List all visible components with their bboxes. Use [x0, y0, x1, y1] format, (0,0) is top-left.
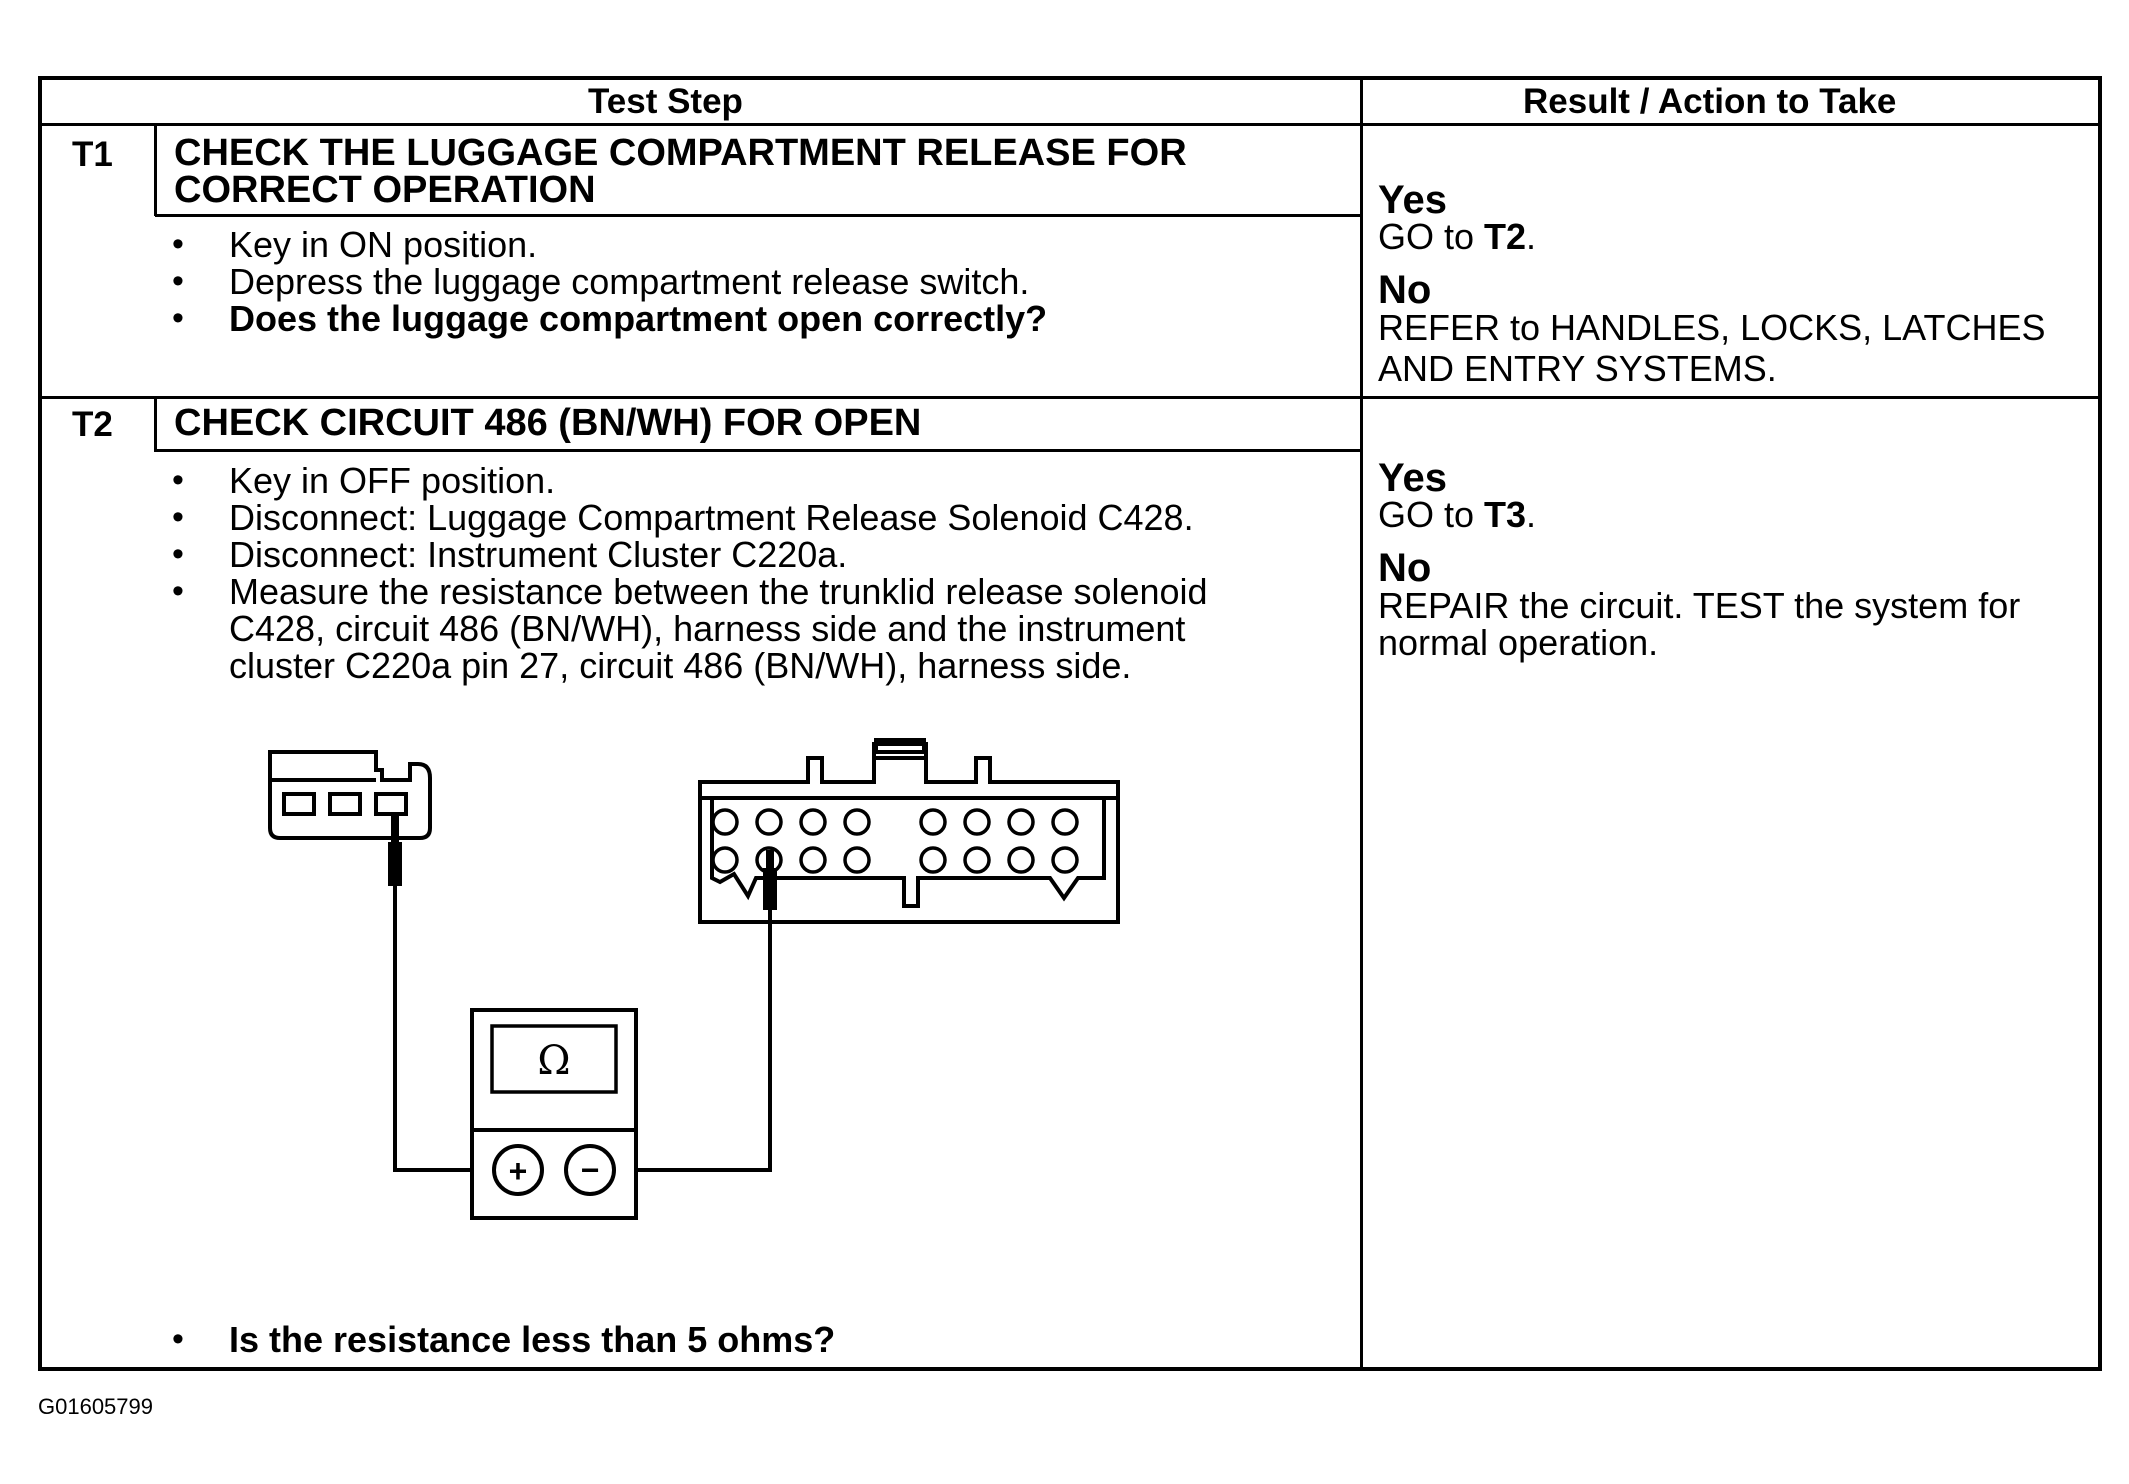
solenoid-connector-icon [270, 752, 430, 838]
t2-bullet-4-line3: cluster C220a pin 27, circuit 486 (BN/WH), harness side. [229, 645, 1132, 686]
t1-no-action-line2: AND ENTRY SYSTEMS. [1378, 348, 1777, 389]
step-title-t1-line1: CHECK THE LUGGAGE COMPARTMENT RELEASE FOR [174, 132, 1187, 174]
t2-bullet-3: Disconnect: Instrument Cluster C220a. [229, 534, 848, 575]
t1-bullet-2: Depress the luggage compartment release switch. [229, 261, 1030, 302]
minus-terminal: − [580, 1152, 600, 1188]
header-test-step: Test Step [588, 82, 743, 121]
bullet-dot: • [172, 299, 184, 337]
t1-bullet-3: Does the luggage compartment open correctly? [229, 298, 1048, 339]
t1-yes-target: T2 [1484, 216, 1527, 257]
t2-no-action-line1: REPAIR the circuit. TEST the system for [1378, 585, 2021, 626]
plus-terminal: + [508, 1153, 528, 1189]
step-id-t1: T1 [72, 135, 113, 174]
t2-yes-action: GO to T3. [1378, 494, 1537, 535]
t2-bullet-4-line1: Measure the resistance between the trunklid release solenoid [229, 571, 1208, 612]
t1-yes-label: Yes [1378, 178, 1447, 222]
bullet-dot: • [172, 572, 184, 610]
bullet-dot: • [172, 498, 184, 536]
bullet-dot: • [172, 535, 184, 573]
t1-yes-action: GO to T2. [1378, 216, 1537, 257]
t2-bullet-2: Disconnect: Luggage Compartment Release Solenoid C428. [229, 497, 1194, 538]
t2-no-label: No [1378, 546, 1432, 590]
step-id-t2: T2 [72, 405, 113, 444]
t1-no-action-line1: REFER to HANDLES, LOCKS, LATCHES [1378, 307, 2046, 348]
t2-no-action-line2: normal operation. [1378, 622, 1659, 663]
bullet-dot: • [172, 262, 184, 300]
bullet-dot: • [172, 461, 184, 499]
t2-bullet-1: Key in OFF position. [229, 460, 556, 501]
t1-bullet-1: Key in ON position. [229, 224, 538, 265]
t2-bullet-4-line2: C428, circuit 486 (BN/WH), harness side and the instrument [229, 608, 1186, 649]
bullet-dot: • [172, 1320, 184, 1358]
t2-bullet-question: Is the resistance less than 5 ohms? [229, 1319, 836, 1360]
t2-yes-label: Yes [1378, 456, 1447, 500]
figure-id: G01605799 [38, 1394, 153, 1419]
ohmmeter-icon [472, 1010, 636, 1218]
header-result-action: Result / Action to Take [1523, 82, 1897, 121]
t2-yes-target: T3 [1484, 494, 1527, 535]
ohm-symbol: Ω [537, 1038, 571, 1084]
t1-no-label: No [1378, 268, 1432, 312]
bullet-dot: • [172, 225, 184, 263]
step-title-t2: CHECK CIRCUIT 486 (BN/WH) FOR OPEN [174, 402, 922, 444]
step-title-t1-line2: CORRECT OPERATION [174, 169, 596, 211]
